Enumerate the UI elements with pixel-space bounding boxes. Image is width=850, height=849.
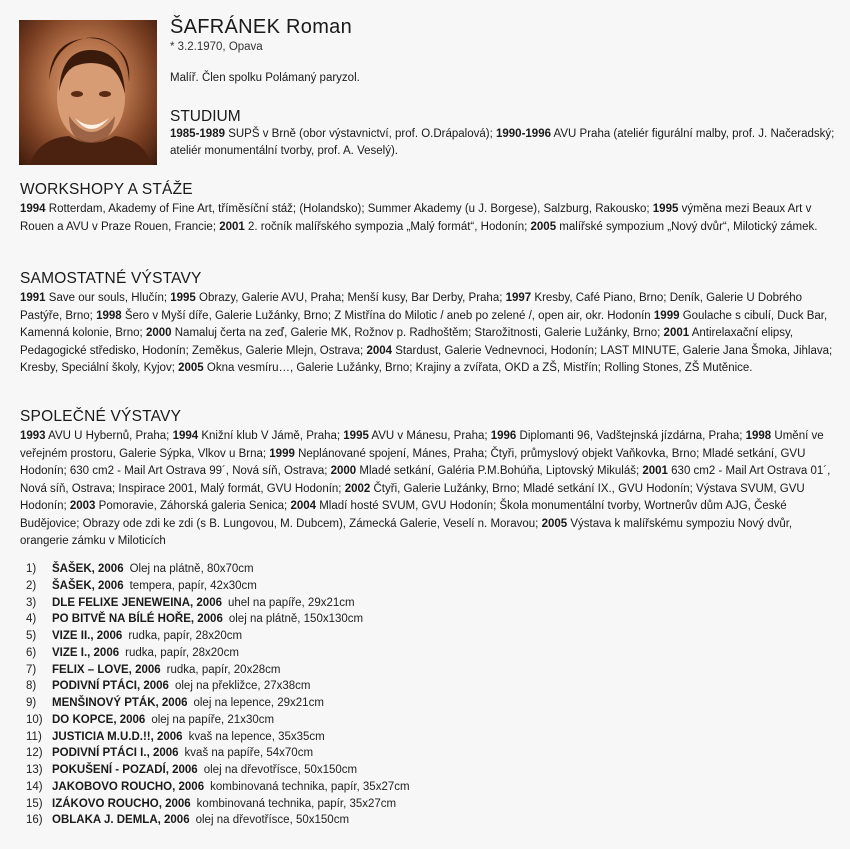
entry-year: 2003 — [69, 500, 96, 512]
work-item — [26, 645, 626, 662]
work-number: 6) — [26, 646, 37, 659]
entry-year: 1993 — [20, 430, 46, 442]
entry-year: 2005 — [530, 220, 557, 233]
entry-text: SUPŠ v Brně (obor výstavnictví, prof. O.Drápalová); — [225, 128, 496, 140]
entry-text: malířské sympozium „Nový dvůr“, Milotický zámek. — [556, 220, 818, 233]
work-item — [26, 578, 626, 595]
entry-text: výměna mezi Beaux Art v Rouen a AVU v Praze Rouen, Francie; — [20, 203, 812, 233]
work-technique: rudka, papír, 28x20cm — [128, 630, 243, 642]
workshops-section — [20, 181, 835, 236]
work-technique: tempera, papír, 42x30cm — [129, 579, 257, 592]
work-item — [26, 762, 626, 779]
entry-year: 1994 — [20, 203, 46, 215]
group-text — [20, 428, 835, 551]
entry-text: Goulache s cibulí, Duck Bar, Kamenná kolonie, Brno; — [20, 309, 828, 339]
work-title: POKUŠENÍ - POZADÍ, 2006 — [52, 764, 198, 776]
work-title: DLE FELIXE JENEWEINA, 2006 — [52, 596, 222, 609]
entry-year: 1999 — [653, 309, 680, 322]
work-title: ŠAŠEK, 2006 — [52, 579, 124, 592]
work-technique: rudka, papír, 28x20cm — [125, 646, 239, 659]
entry-year: 2004 — [290, 500, 317, 512]
work-title: JAKOBOVO ROUCHO, 2006 — [52, 780, 205, 793]
work-item — [26, 628, 626, 645]
workshops-heading: WORKSHOPY A STÁŽE — [20, 181, 193, 198]
work-title: OBLAKA J. DEMLA, 2006 — [52, 814, 190, 827]
entry-text: Neplánované spojení, Mánes, Praha; Čtyři, průmyslový objekt Vaňkovka, Brno; Mladé setkání, GVU Hodonín; 630 cm2 - Mail Art Ostrava 99´, Nová síň, Ostrava; — [20, 447, 806, 477]
work-technique: olej na plátně, 150x130cm — [228, 613, 364, 626]
solo-heading: SAMOSTATNÉ VÝSTAVY — [20, 270, 202, 287]
work-item — [26, 678, 626, 695]
entry-text: AVU v Mánesu, Praha; — [368, 430, 491, 442]
work-number: 1) — [26, 563, 37, 575]
solo-exhibitions-section — [20, 270, 835, 378]
works-list — [26, 561, 626, 829]
solo-text — [20, 290, 835, 378]
work-number: 13) — [26, 764, 43, 776]
entry-text: Okna vesmíru…, Galerie Lužánky, Brno; Krajiny a zvířata, OKD a ZŠ, Mistřín; Rolling Stones, ZŠ Mutěnice. — [203, 362, 753, 374]
entry-year: 1995 — [170, 292, 196, 304]
entry-year: 1999 — [269, 447, 295, 460]
work-item — [26, 779, 626, 796]
work-technique: olej na překližce, 27x38cm — [174, 680, 311, 693]
entry-text: AVU Praha (ateliér figurální malby, prof. J. Načeradský; ateliér monumentální tvorby, prof. A. Veselý). — [170, 128, 835, 157]
entry-year: 2004 — [366, 344, 393, 357]
work-title: JUSTICIA M.U.D.!!, 2006 — [52, 730, 183, 743]
entry-year: 1998 — [96, 309, 122, 322]
entry-year: 1990-1996 — [496, 128, 551, 140]
birth-info: * 3.2.1970, Opava — [170, 41, 263, 53]
work-technique: rudka, papír, 20x28cm — [166, 663, 281, 676]
work-number: 4) — [26, 613, 37, 626]
work-item — [26, 662, 626, 679]
entry-year: 2005 — [178, 362, 204, 374]
work-technique: kombinovaná technika, papír, 35x27cm — [196, 797, 397, 810]
entry-year: 2001 — [642, 465, 668, 477]
entry-text: Stardust, Galerie Vednevnoci, Hodonín; LAST MINUTE, Galerie Jana Šmoka, Jihlava; Kresby, Speciální školy, Kyjov; — [20, 344, 833, 374]
work-technique: kombinovaná technika, papír, 35x27cm — [210, 780, 410, 793]
entry-text: Pomoravie, Záhorská galeria Senica; — [95, 500, 291, 512]
work-title: PODIVNÍ PTÁCI, 2006 — [52, 680, 169, 693]
entry-text: 2. ročník malířského sympozia „Malý formát“, Hodonín; — [244, 220, 531, 233]
entry-text: Kresby, Café Piano, Brno; Deník, Galerie U Dobrého Pastýře, Brno; — [20, 292, 803, 322]
entry-text: Výstava k malířskému sympoziu Nový dvůr, orangerie zámku v Miloticích — [20, 517, 793, 547]
work-title: DO KOPCE, 2006 — [52, 713, 146, 726]
work-item — [26, 812, 626, 829]
work-number: 9) — [26, 697, 37, 709]
entry-year: 1996 — [490, 430, 517, 442]
entry-text: Rotterdam, Akademy of Fine Art, tříměsíční stáž; (Holandsko); Summer Akademy (u J. Borgese), Salzburg, Rakousko; — [45, 203, 653, 215]
entry-text: Mladé setkání, Galéria P.M.Bohúňa, Liptovský Mikuláš; — [356, 465, 643, 477]
work-title: PO BITVĚ NA BÍLÉ HOŘE, 2006 — [52, 613, 223, 626]
work-title: MENŠINOVÝ PTÁK, 2006 — [52, 697, 188, 709]
studium-heading: STUDIUM — [170, 108, 241, 125]
entry-text: Umění ve veřejném prostoru, Galerie Sýpka, Vlkov u Brna; — [20, 430, 824, 460]
entry-year: 1991 — [20, 292, 46, 304]
studium-text — [170, 126, 835, 160]
work-item — [26, 695, 626, 712]
work-item — [26, 729, 626, 746]
work-number: 3) — [26, 596, 37, 609]
entry-text: Namaluj čerta na zeď, Galerie MK, Rožnov p. Radhoštěm; Starožitnosti, Galerie Lužánky, Brno; — [171, 327, 664, 339]
group-exhibitions-section — [20, 408, 835, 551]
entry-year: 1998 — [745, 430, 772, 442]
work-number: 8) — [26, 680, 37, 693]
work-item — [26, 595, 626, 612]
work-title: VIZE I., 2006 — [52, 646, 120, 659]
entry-year: 2005 — [541, 517, 568, 530]
work-title: PODIVNÍ PTÁCI I., 2006 — [52, 747, 179, 760]
entry-text: Knižní klub V Jámě, Praha; — [198, 430, 344, 442]
work-item — [26, 611, 626, 628]
entry-text: AVU U Hybernů, Praha; — [45, 430, 173, 442]
entry-text: 630 cm2 - Mail Art Ostrava 01´, Nová síň, Ostrava; Inspirace 2001, Malý formát, GVU Hodonín; — [20, 465, 831, 495]
work-technique: olej na dřevotřísce, 50x150cm — [195, 814, 350, 827]
work-number: 7) — [26, 663, 37, 676]
entry-text: Čtyři, Galerie Lužánky, Brno; Mladé setkání IX., GVU Hodonín; Výstava SVUM, GVU Hodonín; — [20, 482, 805, 512]
entry-text: Šero v Myší díře, Galerie Lužánky, Brno; Z Mistřína do Milotic / aneb po zelené /, open air, okr. Hodonín — [121, 309, 654, 322]
work-technique: Olej na plátně, 80x70cm — [129, 563, 254, 575]
work-number: 15) — [26, 797, 43, 810]
entry-year: 2000 — [330, 465, 357, 477]
entry-year: 1995 — [652, 203, 679, 215]
portrait-illustration — [19, 20, 157, 165]
entry-year: 2001 — [663, 327, 690, 339]
work-item — [26, 712, 626, 729]
entry-year: 2002 — [344, 482, 371, 495]
work-technique: kvaš na lepence, 35x35cm — [188, 730, 325, 743]
occupation-text: Malíř. Člen spolku Polámaný paryzol. — [170, 72, 360, 84]
work-item — [26, 561, 626, 578]
work-title: ŠAŠEK, 2006 — [52, 563, 124, 575]
entry-year: 1997 — [505, 292, 532, 304]
entry-text: Antirelaxační elipsy, Pedagogické středisko, Hodonín; Zeměkus, Galerie Mlejn, Ostrava; — [20, 327, 794, 357]
work-number: 5) — [26, 630, 37, 642]
work-item — [26, 796, 626, 813]
entry-text: Obrazy, Galerie AVU, Praha; Menší kusy, Bar Derby, Praha; — [195, 292, 506, 304]
entry-year: 1994 — [172, 430, 199, 442]
work-number: 2) — [26, 579, 37, 592]
work-technique: olej na papíře, 21x30cm — [151, 713, 275, 726]
workshops-text — [20, 201, 835, 236]
entry-year: 2000 — [145, 327, 172, 339]
work-title: VIZE II., 2006 — [52, 630, 123, 642]
entry-text: Diplomanti 96, Vadštejnská jízdárna, Praha; — [516, 430, 746, 442]
work-title: FELIX – LOVE, 2006 — [52, 663, 161, 676]
work-technique: kvaš na papíře, 54x70cm — [184, 747, 314, 760]
work-number: 14) — [26, 780, 43, 793]
work-technique: olej na lepence, 29x21cm — [193, 697, 324, 709]
group-heading: SPOLEČNÉ VÝSTAVY — [20, 408, 182, 425]
work-number: 10) — [26, 713, 43, 726]
work-number: 12) — [26, 747, 43, 760]
work-title: IZÁKOVO ROUCHO, 2006 — [52, 797, 191, 810]
entry-text: Save our souls, Hlučín; — [45, 292, 171, 304]
entry-year: 2001 — [219, 220, 245, 233]
entry-text: Mladí hosté SVUM, GVU Hodonín; Škola monumentální tvorby, Wortnerův dům AJG, České Budějovice; Obrazy ode zdi ke zdi (s B. Lungovou, M. Dubcem), Zámecká Galerie, Veselí n. Moravou; — [20, 500, 787, 530]
entry-year: 1995 — [343, 430, 369, 442]
work-technique: olej na dřevotřísce, 50x150cm — [203, 764, 358, 776]
work-number: 11) — [26, 730, 42, 743]
portrait-photo — [19, 20, 157, 165]
work-number: 16) — [26, 814, 43, 827]
work-item — [26, 745, 626, 762]
work-technique: uhel na papíře, 29x21cm — [228, 596, 355, 609]
artist-name: ŠAFRÁNEK Roman — [170, 16, 353, 38]
entry-year: 1985-1989 — [170, 128, 225, 140]
